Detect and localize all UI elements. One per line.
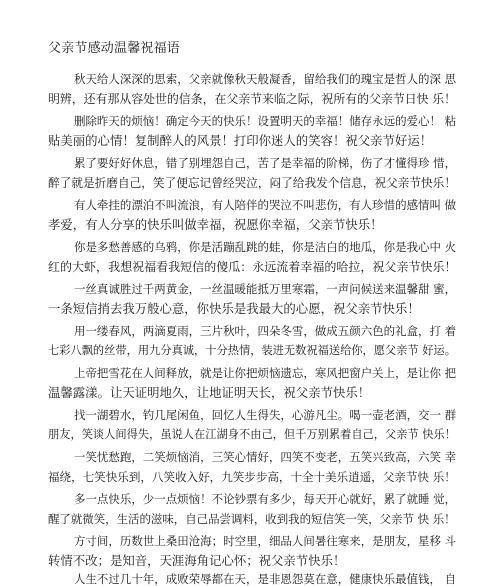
paragraph-line: 明辨，还有那从容处世的信条，在父亲节来临之际，祝所有的父亲节日快 乐！ xyxy=(48,92,457,106)
paragraph-line: 红的大虾，我想祝福看我短信的傻瓜：永远流着幸福的哈拉，祝父亲节快乐！ xyxy=(48,260,457,274)
paragraph xyxy=(48,363,458,403)
paragraph-line: 朋友，笑谈人间得失，虽说人在江湖身不由己，但千万别累着自己，父亲节 快乐！ xyxy=(48,428,457,441)
paragraph-line: 贴美丽的心情！复制醉人的风景！打印你迷人的笑容！祝父亲节好运！ xyxy=(48,133,433,148)
paragraph-line: 一笑忧愁跑，二笑烦恼消，三笑心情好，四笑不变老，五笑兴致高，六笑 幸 xyxy=(74,450,457,464)
paragraph xyxy=(48,111,458,151)
paragraph xyxy=(48,195,458,235)
paragraph-line: 找一湖碧水，钓几尾闲鱼，回忆人生得失，心游凡尘。喝一壶老酒，交一 群 xyxy=(74,408,457,422)
paragraph xyxy=(48,279,458,319)
paragraph-line: 福绕，七笑快乐到，八笑收入好，九笑步步高，十全十美乐逍遥，父亲节快 乐！ xyxy=(48,470,456,484)
paragraph xyxy=(48,489,458,529)
document-title: 父亲节感动温馨祝福语 xyxy=(48,41,181,56)
paragraph xyxy=(48,447,458,487)
paragraph xyxy=(48,237,458,277)
paragraph-line: 有人牵挂的漂泊不叫流浪，有人陪伴的哭泣不叫悲伤，有人珍惜的感情叫 做 xyxy=(74,198,457,212)
paragraph-line: 方寸间，历数世上桑田沧海；时空里，细品人间暑往寒来，是朋友，星移 斗 xyxy=(74,534,457,548)
paragraph-line: 醉了就是折磨自己，笑了便忘记曾经哭泣，闷了给我发个信息，祝父亲节快乐！ xyxy=(48,176,456,190)
paragraph-line: 醒了就微笑，生活的滋味，自己品尝调料，收到我的短信笑一笑，父亲节 快 乐！ xyxy=(48,512,456,526)
paragraph-line: 上帝把雪花在人间释放，就是让你把烦恼遗忘，寒风把窗户关上，是让你 把 xyxy=(74,366,457,380)
paragraph-line: 你是多愁善感的乌鸦，你是活蹦乱跳的蛙，你是洁白的地瓜，你是我心中 火 xyxy=(74,240,457,254)
paragraph-line: 累了要好好休息，错了别埋怨自己，苦了是幸福的阶梯，伤了才懂得珍 惜， xyxy=(74,156,457,170)
paragraph-line: 用一缕春风，两滴夏雨，三片秋叶，四朵冬雪，做成五颜六色的礼盒，打 着 xyxy=(74,324,457,338)
paragraph-line: 一丝真诚胜过千两黄金，一丝温暖能抵万里寒霜，一声问候送来温馨甜 蜜， xyxy=(74,282,457,296)
paragraph-line: 多一点快乐，少一点烦恼！不论钞票有多少，每天开心就好，累了就睡 觉， xyxy=(74,492,457,506)
paragraph-line: 删除昨天的烦恼！确定今天的快乐！设置明天的幸福！储存永远的爱心！ 粘 xyxy=(74,114,457,128)
paragraph-line: 人生不过几十年，成败荣辱都在天，是非恩怨莫在意，健康快乐最值钱， 自 xyxy=(74,572,457,586)
paragraph xyxy=(48,321,458,361)
paragraph xyxy=(48,531,458,571)
paragraph-line: 秋天给人深深的思索，父亲就像秋天般凝香，留给我们的瑰宝是哲人的深 思 xyxy=(74,72,457,86)
paragraph xyxy=(48,405,458,445)
paragraph-line: 七彩八飘的丝带，用九分真诚，十分热情，装进无数祝福送给你，愿父亲节 好运。 xyxy=(48,344,457,357)
paragraph-line: 孝爱，有人分享的快乐叫做幸福，祝愿你幸福，父亲节快乐！ xyxy=(48,217,383,232)
paragraph-line: 转情不改；是知音，天涯海角记心怀；祝父亲节快乐！ xyxy=(48,553,346,568)
paragraph xyxy=(48,153,458,193)
paragraph-line: 温馨露漾。让天证明地久，让地证明天长，祝父亲节快乐！ xyxy=(48,385,371,400)
paragraph-line: 一条短信捎去我万般心意，你快乐是我最大的心愿，祝父亲节快乐！ xyxy=(48,301,420,316)
paragraph xyxy=(48,69,458,109)
paragraph xyxy=(48,569,458,586)
